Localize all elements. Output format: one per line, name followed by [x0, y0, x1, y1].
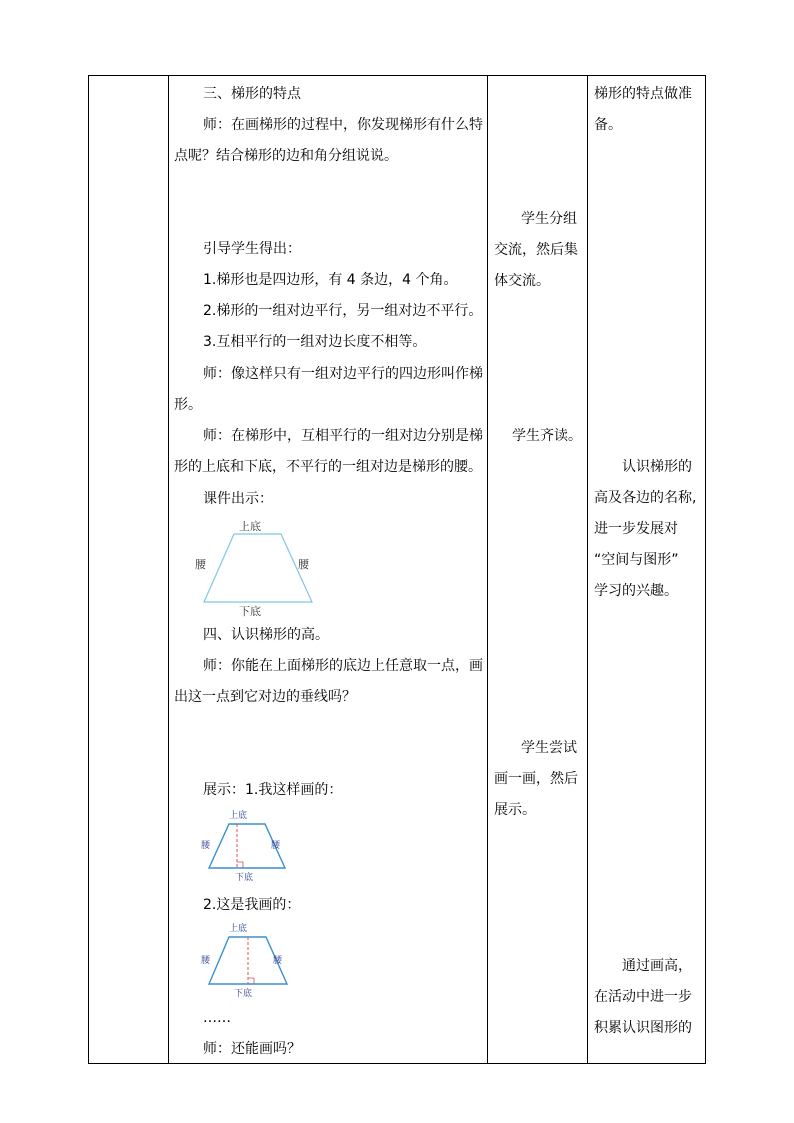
definition-text: 师：像这样只有一组对边平行的四边形叫作梯	[203, 366, 483, 382]
right-angle-mark	[237, 862, 243, 868]
design-intent: 通过画高，	[622, 958, 692, 974]
student-activity: 交流，然后集	[494, 242, 578, 258]
label-bottom-base: 下底	[235, 873, 254, 883]
lesson-table	[88, 75, 706, 1064]
design-intent: 高及各边的名称,	[594, 490, 697, 506]
point-3: 3.互相平行的一组对边长度不相等。	[203, 334, 427, 350]
courseware-label: 课件出示：	[203, 491, 273, 507]
label-top-base: 上底	[229, 811, 248, 821]
teacher-question: 师：还能画吗？	[203, 1041, 301, 1057]
trapezoid-shape	[204, 534, 312, 602]
trapezoid-figure-2	[199, 806, 299, 886]
intent-column	[588, 76, 706, 1063]
parts-text: 形的上底和下底，不平行的一组对边是梯形的腰。	[174, 459, 482, 475]
guide-text: 引导学生得出：	[203, 241, 301, 257]
design-intent: 梯形的特点做准	[594, 86, 692, 102]
show-text-2: 2.这是我画的：	[203, 897, 301, 913]
label-right-leg: 腰	[273, 956, 283, 966]
label-right-leg: 腰	[271, 841, 281, 851]
section-heading-4: 四、认识梯形的高。	[203, 627, 329, 643]
label-top-base: 上底	[229, 924, 248, 934]
parts-text: 师：在梯形中，互相平行的一组对边分别是梯	[203, 428, 483, 444]
teacher-question: 师：在画梯形的过程中，你发现梯形有什么特	[203, 117, 483, 133]
design-intent: 学习的兴趣。	[594, 583, 678, 599]
point-2: 2.梯形的一组对边平行，另一组对边不平行。	[203, 303, 483, 319]
label-bottom-base: 下底	[234, 989, 253, 999]
teacher-question: 点呢？结合梯形的边和角分组说说。	[174, 148, 398, 164]
trapezoid-figure-1	[195, 516, 329, 621]
student-activity: 学生分组	[521, 211, 577, 227]
right-angle-mark	[248, 978, 254, 984]
show-text-1: 展示：1.我这样画的：	[203, 782, 343, 798]
label-left-leg: 腰	[201, 956, 211, 966]
trapezoid-figure-3	[199, 921, 299, 1001]
design-intent: 在活动中进一步	[594, 989, 692, 1005]
student-activity: 体交流。	[494, 273, 550, 289]
student-activity: 展示。	[494, 802, 536, 818]
student-column	[488, 76, 587, 1063]
student-activity: 学生尝试	[521, 740, 577, 756]
label-left-leg: 腰	[201, 841, 211, 851]
content-column	[169, 76, 487, 1063]
design-intent: 积累认识图形的	[594, 1020, 692, 1036]
teacher-question: 师：你能在上面梯形的底边上任意取一点，画	[203, 658, 483, 674]
section-heading-3: 三、梯形的特点	[203, 86, 301, 102]
label-top-base: 上底	[239, 520, 261, 533]
design-intent: 进一步发展对	[594, 521, 678, 537]
definition-text: 形。	[174, 397, 202, 413]
label-left-leg: 腰	[195, 558, 206, 571]
label-right-leg: 腰	[298, 558, 309, 571]
label-bottom-base: 下底	[239, 605, 261, 618]
ellipsis: ……	[203, 1010, 231, 1026]
design-intent: “空间与图形”	[594, 552, 679, 568]
student-activity: 画一画，然后	[494, 771, 578, 787]
student-activity: 学生齐读。	[512, 428, 582, 444]
design-intent: 认识梯形的	[622, 459, 692, 475]
design-intent: 备。	[594, 117, 622, 133]
point-1: 1.梯形也是四边形，有 4 条边，4 个角。	[203, 272, 458, 288]
teacher-question: 出这一点到它对边的垂线吗？	[174, 689, 356, 705]
